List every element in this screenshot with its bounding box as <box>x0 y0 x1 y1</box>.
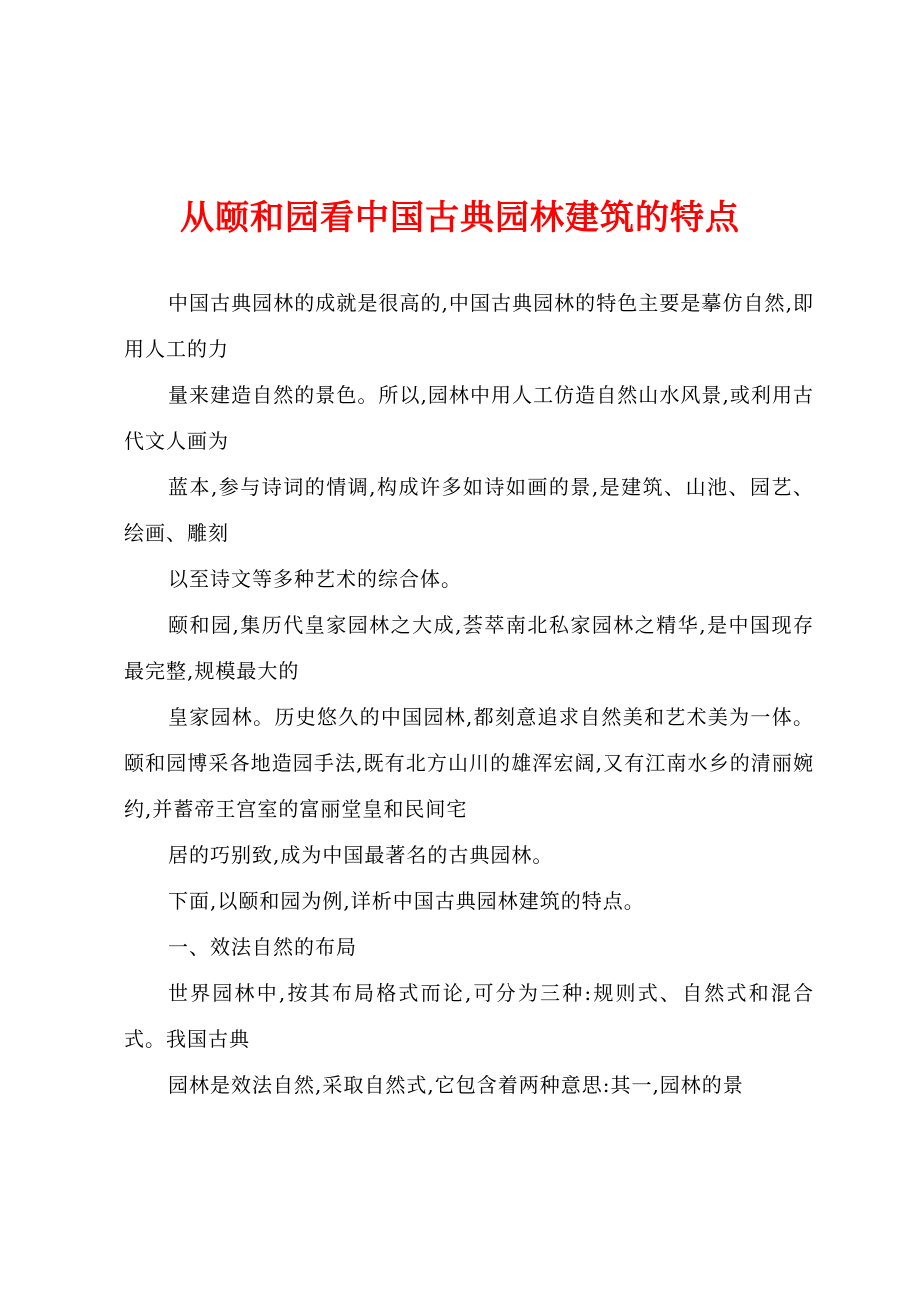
paragraph: 蓝本,参与诗词的情调,构成许多如诗如画的景,是建筑、山池、园艺、绘画、雕刻 <box>124 475 814 545</box>
paragraph: 园林是效法自然,采取自然式,它包含着两种意思:其一,园林的景 <box>168 1073 744 1097</box>
paragraph: 世界园林中,按其布局格式而论,可分为三种:规则式、自然式和混合式。我国古典 <box>124 981 814 1051</box>
paragraph: 中国古典园林的成就是很高的,中国古典园林的特色主要是摹仿自然,即用人工的力 <box>124 291 814 361</box>
paragraph: 居的巧别致,成为中国最著名的古典园林。 <box>168 843 554 867</box>
paragraph: 皇家园林。历史悠久的中国园林,都刻意追求自然美和艺术美为一体。颐和园博采各地造园手法,既有北方山川的雄浑宏阔,又有江南水乡的清丽婉约,并蓄帝王宫室的富丽堂皇和民间宅 <box>124 705 814 821</box>
paragraph: 下面,以颐和园为例,详析中国古典园林建筑的特点。 <box>168 889 645 913</box>
paragraph: 颐和园,集历代皇家园林之大成,荟萃南北私家园林之精华,是中国现存最完整,规模最大的 <box>124 613 814 683</box>
section-heading: 一、效法自然的布局 <box>168 935 357 959</box>
paragraph: 量来建造自然的景色。所以,园林中用人工仿造自然山水风景,或利用古代文人画为 <box>124 383 814 453</box>
paragraph: 以至诗文等多种艺术的综合体。 <box>168 567 462 591</box>
document-body <box>124 280 814 1108</box>
document-title: 从颐和园看中国古典园林建筑的特点 <box>180 198 740 238</box>
